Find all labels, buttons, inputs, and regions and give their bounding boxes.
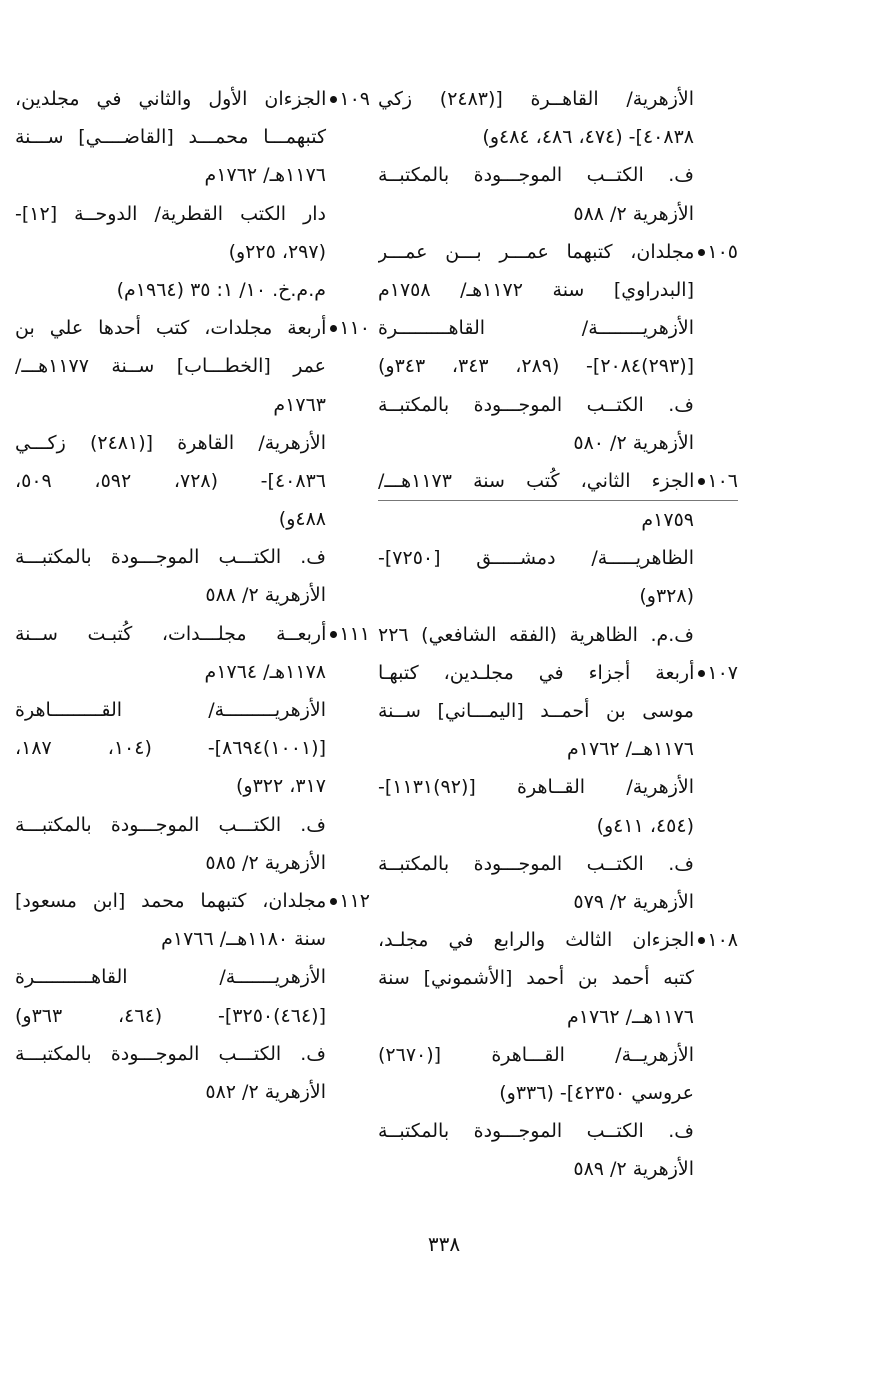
entry-continuation-line: ١١٧٦هــ/ ١٧٦٢م [566, 1005, 694, 1028]
right-column [378, 80, 738, 1188]
entry-number: ١٠٧ [707, 661, 738, 684]
entry-continuation-line: ١١٧٨هـ/ ١٧٦٤م [204, 660, 326, 683]
bullet-dot-icon [330, 898, 337, 905]
page-number: ٣٣٨ [427, 1232, 461, 1256]
entry-first-line [378, 921, 738, 959]
entry-continuation-line: الأزهريــــــــة/ القاهـــــــــرة [378, 317, 694, 340]
entry-number: ١٠٦ [707, 469, 738, 492]
entry-continuation-line: الأزهرية ٢/ ٥٨٥ [205, 851, 326, 874]
entry-continuation-line: موسى بن أحمــد [اليمـــاني] ســنة [378, 700, 694, 722]
entry-continuation-line: [(١٠٠١)٨٦٩٤]- (١٠٤، ١٨٧، [15, 737, 326, 760]
entry-continuation-line: ٣١٧، ٣٢٢و) [235, 775, 326, 798]
entry-text: أربعــة مجلـــدات، كُتبـت ســنة [15, 622, 327, 645]
entry-continuation-line: ٤٨٨و) [278, 508, 326, 531]
entry-continuation-line: ١٧٥٩م [641, 509, 694, 532]
entry-number: ١١١ [339, 622, 370, 645]
entry-number: ١٠٨ [707, 929, 738, 952]
entry-first-line [378, 654, 738, 692]
entry-first-line [378, 233, 738, 271]
entry-continuation-line: ١٧٦٣م [273, 393, 326, 416]
entry-continuation-line: (٣٢٨و) [639, 585, 694, 608]
entry-number: ١٠٩ [339, 88, 370, 110]
entry-first-line [15, 309, 370, 347]
entry-continuation-line: الأزهريـــــــــة/ القـــــــــاهرة [15, 699, 326, 721]
entry-continuation-line: ف. الكتـــب الموجـــودة بالمكتبـــة [15, 813, 326, 836]
entry-continuation-line: ف. الكتــب الموجـــودة بالمكتبــة [378, 393, 694, 416]
bullet-dot-icon [330, 325, 337, 332]
entry-continuation-line: الأزهرية ٢/ ٥٧٩ [573, 890, 694, 913]
entry-text: الجزءان الثالث والرابع في مجلـد، [378, 929, 695, 952]
bullet-dot-icon [330, 631, 337, 638]
entry-continuation-line: ١١٧٦هــ/ ١٧٦٢م [566, 738, 694, 761]
entry-continuation-line: سنة ١١٨٠هــ/ ١٧٦٦م [161, 928, 326, 951]
entry-continuation-line: (٢٩٧، ٢٢٥و) [228, 240, 326, 263]
entry-continuation-line: ١١٧٦هـ/ ١٧٦٢م [204, 164, 326, 187]
entry-first-line [378, 462, 738, 501]
entry-text: الجزء الثاني، كُتب سنة ١١٧٣هـــ/ [378, 469, 695, 492]
entry-continuation-line: (٤٥٤، ٤١١و) [596, 814, 694, 837]
entry-continuation-line: كتبه أحمد بن أحمد [الأشموني] سنة [378, 967, 694, 990]
entry-number: ١١٢ [339, 889, 370, 912]
left-column [15, 80, 370, 1111]
entry-continuation-line: الظاهريـــــة/ دمشـــــق [٧٢٥٠]- [378, 547, 694, 570]
entry-continuation-line: عروسي ٤٢٣٥٠]- (٣٣٦و) [499, 1081, 694, 1104]
entry-number: ١١٠ [339, 317, 370, 340]
bullet-dot-icon [698, 249, 705, 256]
entry-number: ١٠٥ [707, 240, 738, 263]
entry-text: أربعة أجزاء في مجلـدين، كتبهـا [378, 661, 695, 684]
bullet-dot-icon [330, 96, 337, 103]
entry-continuation-line: [(٤٦٤)٣٢٥٠]- (٤٦٤، ٣٦٣و) [15, 1004, 326, 1027]
entry-continuation-line: ف. الكتـــب الموجـــودة بالمكتبـــة [15, 1042, 326, 1065]
entry-continuation-line: ٤٠٨٣٨]- (٤٧٤، ٤٨٦، ٤٨٤و) [482, 126, 694, 149]
entry-continuation-line: ٤٠٨٣٦]- (٧٢٨، ٥٩٢، ٥٠٩، [15, 469, 326, 492]
entry-continuation-line: ف. الكتـــب الموجـــودة بالمكتبـــة [15, 546, 326, 569]
entry-text: الجزءان الأول والثاني في مجلدين، [15, 88, 327, 110]
entry-continuation-line: الأزهرية ٢/ ٥٨٨ [573, 202, 694, 225]
entry-continuation-line: ف.م. الظاهرية (الفقه الشافعي) ٢٢٦ [378, 623, 694, 646]
entry-continuation-line: [(٢٩٣)٢٠٨٤]- (٢٨٩، ٣٤٣، ٣٤٣و) [378, 355, 695, 378]
entry-text: مجلدان، كتبهما محمد [ابن مسعود] [15, 889, 327, 912]
entry-continuation-line: [البدراوي] سنة ١١٧٢هـ/ ١٧٥٨م [378, 278, 694, 301]
entry-continuation-line: م.م.خ. ١٠/ ١: ٣٥ (١٩٦٤م) [116, 278, 326, 301]
entry-continuation-line: ف. الكتــب الموجـــودة بالمكتبــة [378, 164, 694, 187]
entry-continuation-line: ف. الكتــب الموجـــودة بالمكتبــة [378, 852, 694, 875]
entry-first-line [15, 615, 370, 653]
entry-continuation-line: الأزهرية/ القــاهرة [(٩٢)١١٣١]- [378, 776, 694, 799]
entry-continuation-line: الأزهرية/ القاهــرة [(٢٤٨٣) زكي [378, 88, 694, 110]
bullet-dot-icon [698, 478, 705, 485]
entry-continuation-line: الأزهريـــــــة/ القاهــــــــــرة [15, 966, 326, 989]
entry-continuation-line: الأزهرية ٢/ ٥٨٩ [573, 1158, 694, 1181]
entry-text: مجلدان، كتبهما عمـــر بـــن عمـــر [378, 240, 695, 263]
entry-text: أربعة مجلدات، كتب أحدها علي بن [15, 317, 327, 340]
entry-continuation-line: الأزهريــة/ القـــاهرة [(٢٦٧٠) [378, 1043, 694, 1066]
entry-continuation-line: الأزهرية/ القاهرة [(٢٤٨١) زكـــي [15, 431, 327, 454]
bullet-dot-icon [698, 670, 705, 677]
entry-continuation-line: ف. الكتــب الموجـــودة بالمكتبــة [378, 1120, 694, 1143]
entry-continuation-line: الأزهرية ٢/ ٥٨٢ [205, 1080, 326, 1103]
entry-continuation-line: كتبهمـــا محمـــد [القاضــــي] ســـنة [15, 126, 326, 149]
entry-first-line [15, 882, 370, 920]
entry-continuation-line: الأزهرية ٢/ ٥٨٠ [573, 431, 694, 454]
entry-continuation-line: دار الكتب القطرية/ الدوحــة [١٢]- [15, 202, 326, 225]
entry-first-line [15, 80, 370, 118]
bullet-dot-icon [698, 937, 705, 944]
entry-continuation-line: عمر [الخطـــاب] ســنة ١١٧٧هـــ/ [15, 355, 326, 378]
entry-continuation-line: الأزهرية ٢/ ٥٨٨ [205, 584, 326, 607]
